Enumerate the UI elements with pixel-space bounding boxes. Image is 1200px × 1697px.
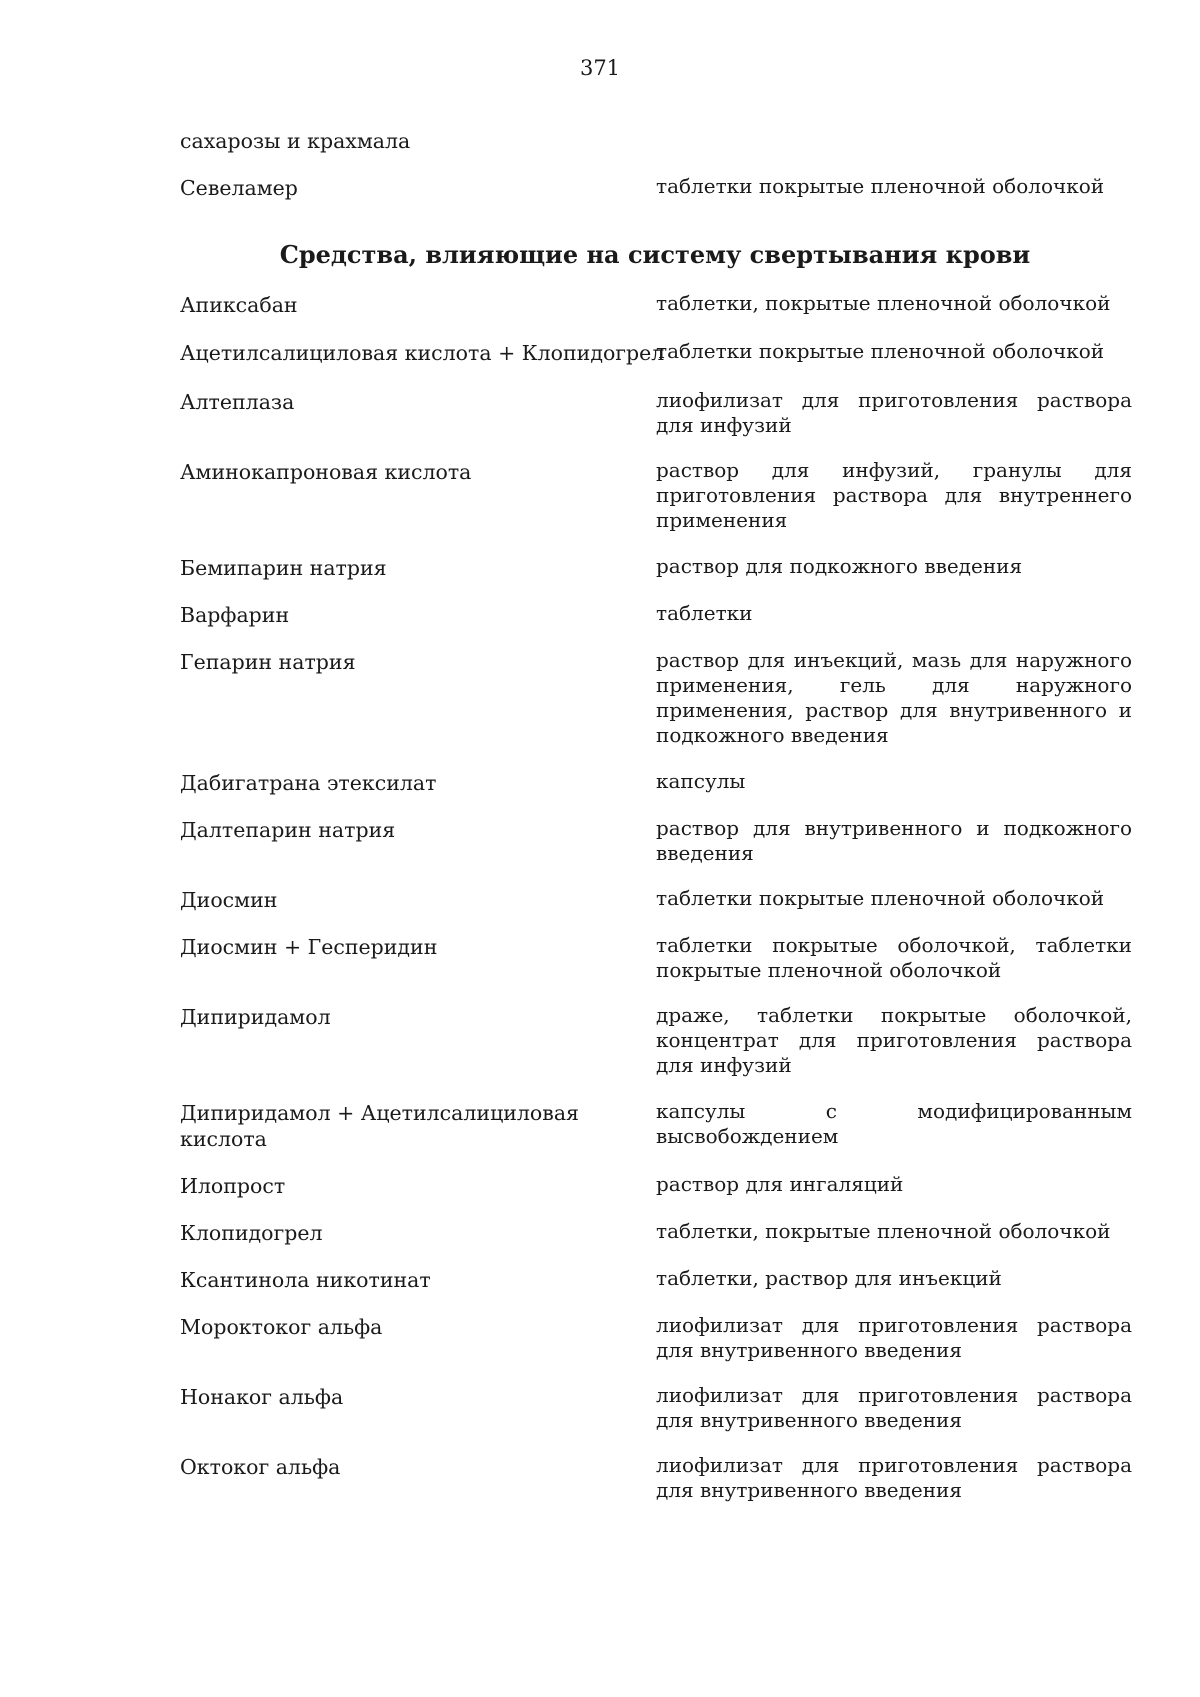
- drug-name: Мороктоког альфа: [180, 1315, 383, 1339]
- drug-name: Далтепарин натрия: [180, 818, 396, 842]
- drug-name-continued: сахарозы и крахмала: [180, 129, 411, 153]
- drug-form: раствор для инъекций, мазь для наружного применения, гель для наружного применения, раствор для внутривенного и подкожного введения: [656, 648, 1132, 747]
- drug-name: Бемипарин натрия: [180, 556, 387, 580]
- page-number: 371: [579, 56, 621, 80]
- drug-form: лиофилизат для приготовления раствора для внутривенного введения: [656, 1313, 1132, 1362]
- drug-name: Диосмин: [180, 888, 278, 912]
- table-row: [180, 174, 1132, 201]
- table-row: [180, 601, 1132, 628]
- continuation-row: [180, 127, 1132, 154]
- table-row: [180, 554, 1132, 581]
- drug-name: Алтеплаза: [180, 390, 295, 414]
- drug-name: Ксантинола никотинат: [180, 1268, 431, 1292]
- drug-name: Аминокапроновая кислота: [180, 460, 472, 484]
- table-row: [180, 1172, 1132, 1199]
- drug-form: раствор для ингаляций: [656, 1172, 904, 1196]
- table-row: [180, 886, 1132, 913]
- table-row: [180, 1219, 1132, 1246]
- table-row: [180, 816, 1132, 866]
- drug-name: Октоког альфа: [180, 1455, 341, 1479]
- drug-form: таблетки, покрытые пленочной оболочкой: [656, 1219, 1111, 1243]
- table-row: [180, 769, 1132, 796]
- table-row: [180, 1003, 1132, 1078]
- table-row: [180, 933, 1132, 983]
- section-title: Средства, влияющие на систему свертывания крови: [279, 240, 1031, 269]
- drug-form: таблетки покрытые оболочкой, таблетки покрытые пленочной оболочкой: [656, 933, 1132, 982]
- table-row: [180, 1266, 1132, 1293]
- table-row: [180, 1453, 1132, 1503]
- drug-name: Варфарин: [180, 603, 290, 627]
- table-row: [180, 1383, 1132, 1433]
- drug-name: Дипиридамол: [180, 1005, 331, 1029]
- drug-form: раствор для подкожного введения: [656, 554, 1023, 578]
- table-row: [180, 1313, 1132, 1363]
- drug-form: раствор для внутривенного и подкожного введения: [656, 816, 1132, 865]
- drug-name: Дабигатрана этексилат: [180, 771, 437, 795]
- drug-form: лиофилизат для приготовления раствора для инфузий: [656, 388, 1132, 437]
- drug-name: Севеламер: [180, 176, 298, 200]
- drug-form: таблетки, покрытые пленочной оболочкой: [656, 291, 1111, 315]
- drug-name: Ацетилсалициловая кислота + Клопидогрел: [180, 341, 665, 365]
- drug-name: Нонаког альфа: [180, 1385, 344, 1409]
- drug-form: лиофилизат для приготовления раствора для внутривенного введения: [656, 1383, 1132, 1432]
- drug-name: Гепарин натрия: [180, 650, 356, 674]
- drug-form: таблетки покрытые пленочной оболочкой: [656, 886, 1105, 910]
- table-row: [180, 388, 1132, 438]
- table-row: [180, 1099, 1132, 1152]
- drug-form: капсулы с модифицированным высвобождением: [656, 1099, 1132, 1148]
- drug-form: драже, таблетки покрытые оболочкой, концентрат для приготовления раствора для инфузий: [656, 1003, 1132, 1077]
- drug-form: таблетки покрытые пленочной оболочкой: [656, 174, 1105, 198]
- drug-name: Диосмин + Гесперидин: [180, 935, 438, 959]
- drug-name: [180, 1099, 656, 1152]
- drug-form: раствор для инфузий, гранулы для приготовления раствора для внутреннего применения: [656, 458, 1132, 532]
- table-row: [180, 291, 1132, 318]
- drug-form: таблетки покрытые пленочной оболочкой: [656, 339, 1105, 363]
- table-row: [180, 339, 1132, 366]
- table-row: [180, 458, 1132, 533]
- table-row: [180, 648, 1132, 748]
- drug-form: лиофилизат для приготовления раствора для внутривенного введения: [656, 1453, 1132, 1502]
- drug-form: капсулы: [656, 769, 746, 793]
- drug-name-text: Дипиридамол + Ацетилсалициловая кислота: [180, 1101, 579, 1151]
- drug-name: Апиксабан: [180, 293, 298, 317]
- drug-name: Клопидогрел: [180, 1221, 323, 1245]
- drug-form: таблетки, раствор для инъекций: [656, 1266, 1002, 1290]
- drug-form: таблетки: [656, 601, 753, 625]
- drug-name: Илопрост: [180, 1174, 286, 1198]
- drug-list: [180, 127, 1132, 1503]
